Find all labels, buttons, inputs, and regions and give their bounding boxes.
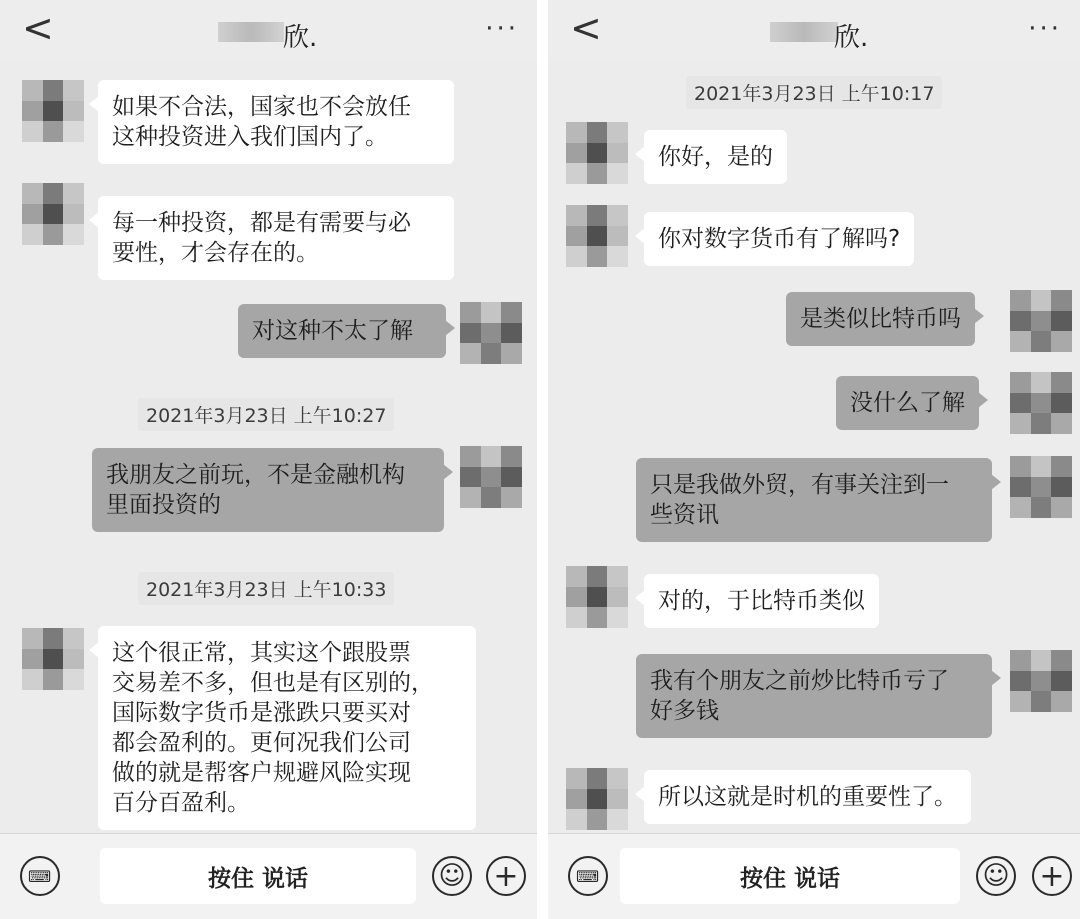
input-bar bbox=[0, 833, 537, 919]
chat-header bbox=[548, 0, 1080, 62]
emoji-icon[interactable]: ☺ bbox=[976, 856, 1016, 896]
my-avatar[interactable] bbox=[460, 302, 522, 364]
my-avatar[interactable] bbox=[460, 446, 522, 508]
message-bubble-outgoing[interactable]: 对这种不太了解 bbox=[238, 304, 446, 358]
contact-name-blurred bbox=[218, 22, 284, 42]
message-bubble-incoming[interactable]: 这个很正常，其实这个跟股票 交易差不多，但也是有区别的， 国际数字货币是涨跌只要买对 都会盈利的。更何况我们公司 做的就是帮客户规避风险实现 百分百盈利。 bbox=[98, 626, 476, 830]
contact-avatar[interactable] bbox=[566, 768, 628, 830]
message-bubble-incoming[interactable]: 对的，于比特币类似 bbox=[644, 574, 879, 628]
emoji-icon[interactable]: ☺ bbox=[432, 856, 472, 896]
back-icon[interactable]: < bbox=[570, 6, 602, 50]
timestamp: 2021年3月23日 上午10:17 bbox=[686, 76, 942, 109]
keyboard-icon[interactable]: ⌨ bbox=[568, 856, 608, 896]
message-bubble-outgoing[interactable]: 是类似比特币吗 bbox=[786, 292, 975, 346]
chat-header bbox=[0, 0, 537, 62]
message-bubble-outgoing[interactable]: 我朋友之前玩，不是金融机构 里面投资的 bbox=[92, 448, 444, 532]
contact-avatar[interactable] bbox=[22, 628, 84, 690]
message-bubble-incoming[interactable]: 每一种投资，都是有需要与必 要性，才会存在的。 bbox=[98, 196, 454, 280]
my-avatar[interactable] bbox=[1010, 290, 1072, 352]
message-bubble-incoming[interactable]: 你对数字货币有了解吗? bbox=[644, 212, 914, 266]
message-bubble-incoming[interactable]: 如果不合法，国家也不会放任 这种投资进入我们国内了。 bbox=[98, 80, 454, 164]
plus-icon[interactable]: + bbox=[486, 856, 526, 896]
timestamp: 2021年3月23日 上午10:27 bbox=[138, 398, 394, 431]
chat-panel-left bbox=[0, 0, 537, 919]
contact-avatar[interactable] bbox=[22, 80, 84, 142]
message-bubble-incoming[interactable]: 所以这就是时机的重要性了。 bbox=[644, 770, 971, 824]
input-bar bbox=[548, 833, 1080, 919]
my-avatar[interactable] bbox=[1010, 372, 1072, 434]
contact-avatar[interactable] bbox=[566, 205, 628, 267]
plus-icon[interactable]: + bbox=[1032, 856, 1072, 896]
contact-name: 欣. bbox=[283, 23, 318, 53]
hold-to-talk-button[interactable]: 按住 说话 bbox=[100, 848, 416, 904]
keyboard-icon[interactable]: ⌨ bbox=[20, 856, 60, 896]
contact-name: 欣. bbox=[834, 23, 869, 53]
back-icon[interactable]: < bbox=[22, 6, 54, 50]
message-bubble-incoming[interactable]: 你好，是的 bbox=[644, 130, 787, 184]
message-bubble-outgoing[interactable]: 没什么了解 bbox=[836, 376, 979, 430]
timestamp: 2021年3月23日 上午10:33 bbox=[138, 572, 394, 605]
message-bubble-outgoing[interactable]: 我有个朋友之前炒比特币亏了 好多钱 bbox=[636, 654, 992, 738]
my-avatar[interactable] bbox=[1010, 650, 1072, 712]
more-icon[interactable]: ··· bbox=[1028, 14, 1062, 44]
contact-name-blurred bbox=[770, 22, 838, 42]
more-icon[interactable]: ··· bbox=[485, 14, 519, 44]
contact-avatar[interactable] bbox=[566, 566, 628, 628]
contact-avatar[interactable] bbox=[566, 122, 628, 184]
message-bubble-outgoing[interactable]: 只是我做外贸，有事关注到一 些资讯 bbox=[636, 458, 992, 542]
hold-to-talk-button[interactable]: 按住 说话 bbox=[620, 848, 960, 904]
chat-panel-right bbox=[548, 0, 1080, 919]
contact-avatar[interactable] bbox=[22, 183, 84, 245]
my-avatar[interactable] bbox=[1010, 456, 1072, 518]
